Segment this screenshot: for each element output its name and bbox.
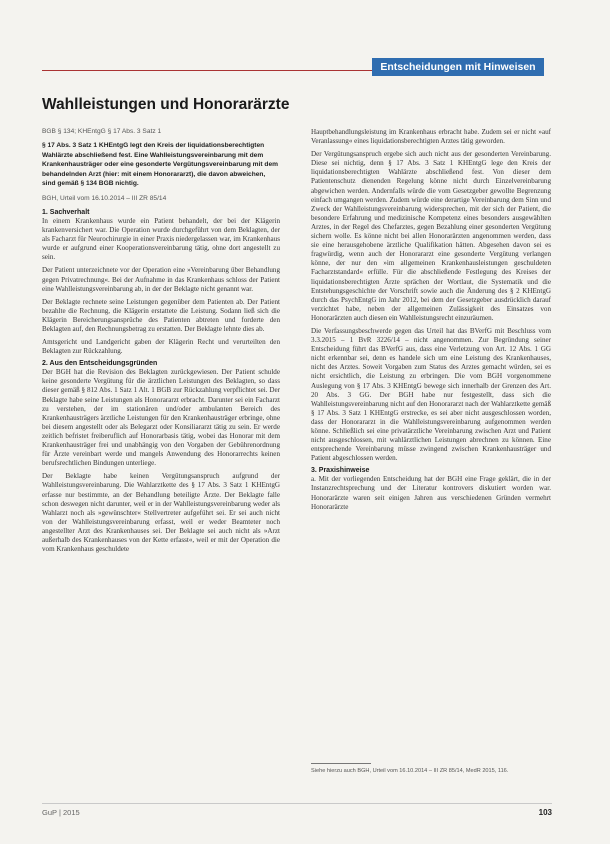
footer-rule [42,803,552,804]
header-rule [42,70,372,71]
paragraph: Hauptbehandlungsleistung im Krankenhaus erbracht habe. Zudem sei er nicht »auf Veranlassung« eines liquidationsberechtigten Arztes tätig geworden. [311,128,551,146]
footnote-rule [311,763,371,764]
section-heading: 2. Aus den Entscheidungsgründen [42,360,158,368]
paragraph: Der Patient unterzeichnete vor der Operation eine »Vereinbarung über Behandlung gegen Privatrechnung«. Bei der Aufnahme in das Krankenhaus schloss der Patient eine Wahlleistungsvereinbarung ab, in der der Beklagte nicht genannt war. [42,266,280,293]
paragraph: Amtsgericht und Landgericht gaben der Klägerin Recht und verurteilten den Beklagten zur Rückzahlung. [42,338,280,356]
journal-footer: GuP | 2015 [42,808,80,817]
page-number: 103 [538,808,552,817]
paragraph: a. Mit der vorliegenden Entscheidung hat der BGH eine Frage geklärt, die in der Instanzrechtsprechung und der Literatur kontrovers diskutiert worden war. Honorarärzte waren seit einigen Jahren aus verschiedenen Gründen vermehrt Honorarärzte [311,475,551,511]
right-column [311,128,551,516]
paragraph: Der BGH hat die Revision des Beklagten zurückgewiesen. Der Patient schulde keine gesonderte Vergütung für die ärztlichen Leistungen des Beklagten, so dass dieser gemäß § 812 Abs. 1 Satz 1 Alt. 1 BGB zur Rückzahlung verpflichtet sei. Der Beklagte habe seine Leistungen als Honorararzt erbracht. Darunter sei ein Facharzt zu verstehen, der im stationären und/oder ambulanten Bereich des Krankenhausträgers ärztliche Leistungen für den Krankenhausträger erbringe, ohne bei diesem angestellt oder als Belegarzt oder Konsiliararzt tätig zu sein. Er werde zeitlich befristet freiberuflich auf Honorarbasis tätig, wobei das Honorar mit dem Krankenhausträger frei und unabhängig von den Vorgaben der Gebührenordnung für Ärzte vereinbart werde und mangels Anwendung des Honorarrechts keinen berufsrechtlichen Bindungen unterliege. [42,368,280,468]
decision-source: BGH, Urteil vom 16.10.2014 – III ZR 85/14 [42,194,167,202]
paragraph: Die Verfassungsbeschwerde gegen das Urteil hat das BVerfG mit Beschluss vom 3.3.2015 – 1 BvR 3226/14 – nicht angenommen. Zur Begründung seiner Entscheidung führt das BVerfG aus, dass eine Verletzung von Art. 12 Abs. 1 GG nicht erkennbar sei, denn es handele sich um eine Leistung des Krankenhauses, nicht des Arztes. Soweit Vorgaben zum Status des Arztes gemacht würden, sei es nicht ersichtlich, die Leistung zu erbringen. Die vom BGH vorgenommene Auslegung von § 17 Abs. 3 KHEntgG bewege sich innerhalb der Grenzen des Art. 20 Abs. 3 GG. Der BGH habe nur festgestellt, dass sich die Wahlleistungsvereinbarung nicht auf den Honorararzt nach der Wahlarztkette gemäß § 17 Abs. 3 Satz 1 KHEntgG erstrecke, es sei aber nicht ausgeschlossen worden, dass der Honorararzt in die Wahlleistungsvereinbarung aufgenommen werden könne. Schließlich sei eine privatärztliche Vereinbarung zwischen Arzt und Patient nicht ausgeschlossen, mit wahlärztlichen Leistungen abrechnen zu können. Eine entsprechende Vereinbarung müsse zwingend zwischen Krankenhausträger und Patient abgeschlossen werden. [311,326,551,463]
footnote: Siehe hierzu auch BGH, Urteil vom 16.10.2014 – III ZR 85/14, MedR 2015, 116. [311,768,509,774]
left-column [42,128,280,558]
paragraph: Der Beklagte habe keinen Vergütungsanspruch aufgrund der Wahlleistungsvereinbarung. Die Wahlarztkette des § 17 Abs. 3 Satz 1 KHEntgG erfasse nur bestimmte, an der Behandlung beteiligte Ärzte. Der Beklagte falle schon deswegen nicht darunter, weil er in der Wahlleistungsvereinbarung weder als Wahlarzt noch als »gewünschter« Stellvertreter aufgeführt sei. Er sei auch nicht von der Wahlleistungsvereinbarung erfasst, weil er weder Beamteter noch angestellter Arzt des Krankenhauses sei. Der Beklagte sei auch nicht als »Arzt außerhalb des Krankenhauses von der Kette erfasst«, weil er mit der Operation die vom Krankenhaus geschuldete [42,472,280,554]
paragraph: Der Beklagte rechnete seine Leistungen gegenüber dem Patienten ab. Der Patient bezahlte die Rechnung, die Klägerin erstattete die Leistung. Sodann ließ sich die Klägerin Bereicherungsansprüche des Patienten abtreten und forderte den Beklagten auf, den Rechnungsbetrag zu erstatten. Der Beklagte lehnte dies ab. [42,297,280,333]
right-body [311,128,551,512]
left-body [42,209,280,554]
section-heading: 3. Praxishinweise [311,467,370,475]
section-heading: 1. Sachverhalt [42,208,90,216]
section-label: Entscheidungen mit Hinweisen [372,58,544,76]
headnote: § 17 Abs. 3 Satz 1 KHEntgG legt den Kreis der liquidationsberechtigten Wahlärzte abschließend fest. Eine Wahlleistungsvereinbarung mit dem Krankenhausträger oder eine gesonderte Vergütungsvereinbarung mit dem behandelnden Arzt (hier: mit einem Honorararzt), die davon abweichen, sind gemäß § 134 BGB nichtig. [42,142,278,188]
paragraph: Der Vergütungsanspruch ergebe sich auch nicht aus der gesonderten Vereinbarung. Diese sei nichtig, denn § 17 Abs. 3 Satz 1 KHEntgG lege den Kreis der liquidationsberechtigten Wahlärzte abschließend fest. Von dieser dem Patientenschutz dienenden Regelung könne nicht durch Einzelvereinbarung abgewichen werden. Andernfalls würde die vom Gesetzgeber gewollte Begrenzung einfach umgangen werden. Zudem würde eine derartige Vereinbarung dem Sinn und Zweck der Wahlleistungsvereinbarung widersprechen, mit der sich der Patient, die besondere Erfahrung und medizinische Kompetenz eines besonders ausgewählten Arztes, in der Regel des Chefarztes, gegen Bezahlung einer gesonderten Vergütung sichern wolle. Es könne nicht bei allen Honorarärzten angenommen werden, dass sie eine herausgehobene ärztliche Qualifikation hätten. Abgesehen davon sei es fragwürdig, wenn auch der Honorararzt eine gesonderte Vergütung verlangen könne, der nur den »im allgemeinen Krankenhausleistungen geschuldeten Facharztstandard« erfülle. Für die abschließende Festlegung des Kreises der liquidationsberechtigten Ärzte sprächen der Wortlaut, die Systematik und die Entstehungsgeschichte der Vorschrift sowie auch die Änderung des § 2 KHEntgG durch das PsychEntgG im Jahr 2012, bei dem der Gesetzgeber ausdrücklich darauf verzichtet habe, neben der allgemeinen Zulässigkeit des Einsatzes von Honorarärzten auch diesen ein Wahlleistungsrecht einzuräumen. [311,150,551,322]
article-title: Wahlleistungen und Honorarärzte [42,96,290,113]
paragraph: In einem Krankenhaus wurde ein Patient behandelt, der bei der Klägerin krankenversichert war. Die Operation wurde durchgeführt von dem Beklagten, der als Facharzt für Neurochirurgie in einer Praxis niedergelassen war, im Krankenhaus wurde er aufgrund einer Kooperationsvereinbarung tätig, ohne dort angestellt zu sein. [42,216,280,262]
legal-references: BGB § 134; KHEntgG § 17 Abs. 3 Satz 1 [42,128,162,135]
